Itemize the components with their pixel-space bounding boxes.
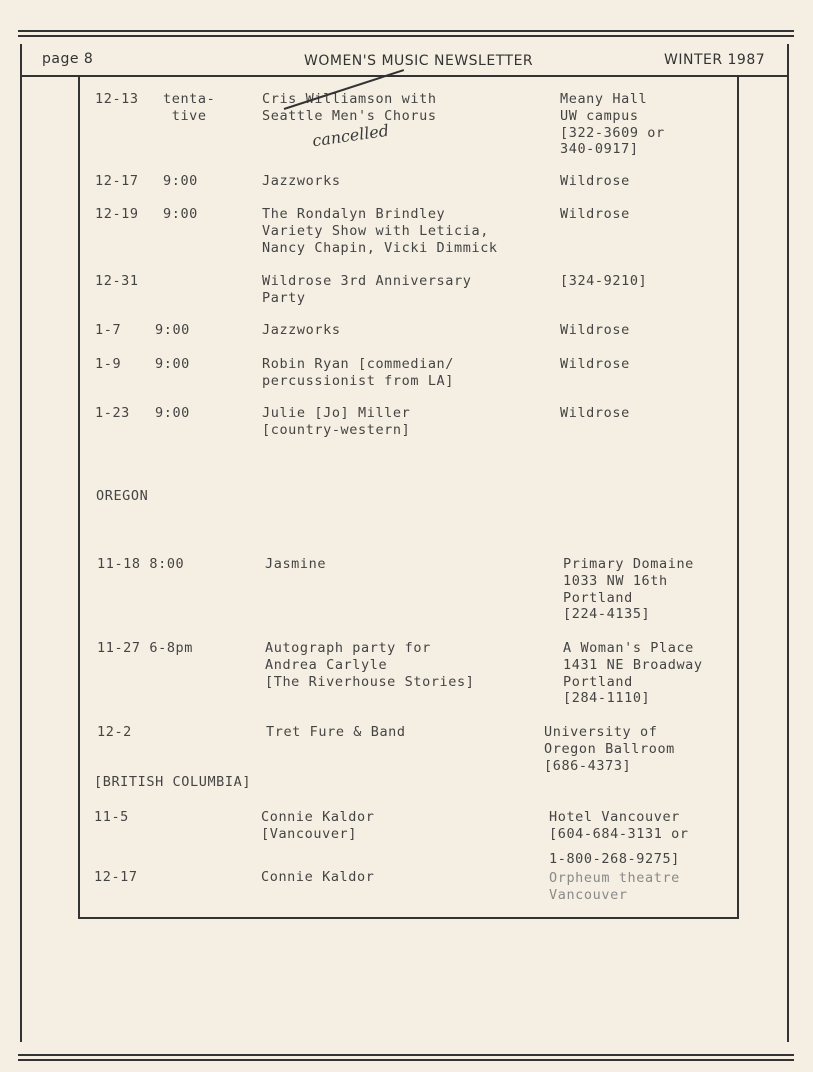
listing-venue: University of Oregon Ballroom [686-4373] bbox=[544, 724, 675, 774]
listing-event: Cris Williamson with Seattle Men's Chorus bbox=[262, 91, 437, 124]
listing-event: Jasmine bbox=[265, 556, 327, 572]
section-heading-oregon: OREGON bbox=[96, 488, 149, 504]
listing-venue: Wildrose bbox=[560, 322, 630, 338]
listing-box bbox=[78, 76, 739, 919]
listing-venue: Primary Domaine 1033 NW 16th Portland [224-4135] bbox=[563, 556, 694, 623]
page-number: page 8 bbox=[42, 51, 94, 67]
listing-venue: Wildrose bbox=[560, 173, 630, 189]
listing-event: Julie [Jo] Miller [country-western] bbox=[262, 405, 411, 438]
listing-event: Autograph party for Andrea Carlyle [The Riverhouse Stories] bbox=[265, 640, 475, 690]
listing-time: 9:00 bbox=[155, 405, 190, 421]
listing-venue: [324-9210] bbox=[560, 273, 648, 289]
listing-date: 12-17 bbox=[94, 869, 138, 885]
listing-time: 9:00 bbox=[155, 322, 190, 338]
listing-event: The Rondalyn Brindley Variety Show with Leticia, Nancy Chapin, Vicki Dimmick bbox=[262, 206, 498, 256]
listing-event: Jazzworks bbox=[262, 173, 341, 189]
listing-event: Tret Fure & Band bbox=[266, 724, 406, 740]
listing-date: 12-17 bbox=[95, 173, 139, 189]
listing-venue: Hotel Vancouver [604-684-3131 or bbox=[549, 809, 689, 842]
listing-venue: Wildrose bbox=[560, 405, 630, 421]
listing-event: Robin Ryan [commedian/ percussionist from LA] bbox=[262, 356, 455, 389]
listing-date: 1-23 bbox=[95, 405, 130, 421]
right-border bbox=[787, 44, 789, 1042]
listing-date: 12-2 bbox=[97, 724, 132, 740]
listing-date: 1-7 bbox=[95, 322, 122, 338]
listing-date: 12-31 bbox=[95, 273, 139, 289]
bottom-rule-1 bbox=[18, 1054, 794, 1056]
top-rule-2 bbox=[18, 35, 794, 37]
listing-date: 11-5 bbox=[94, 809, 129, 825]
listing-venue-continued: 1-800-268-9275] bbox=[549, 851, 680, 867]
listing-event: Connie Kaldor bbox=[261, 869, 375, 885]
top-rule-1 bbox=[18, 30, 794, 32]
listing-date: 11-27 6-8pm bbox=[97, 640, 194, 656]
listing-time: 9:00 bbox=[155, 356, 190, 372]
listing-time: 9:00 bbox=[163, 173, 198, 189]
listing-date: 12-19 bbox=[95, 206, 139, 222]
listing-event: Jazzworks bbox=[262, 322, 341, 338]
left-border bbox=[20, 44, 22, 1042]
bottom-rule-2 bbox=[18, 1059, 794, 1061]
listing-venue: Wildrose bbox=[560, 356, 630, 372]
newsletter-title: WOMEN'S MUSIC NEWSLETTER bbox=[304, 53, 534, 69]
listing-date: 1-9 bbox=[95, 356, 122, 372]
listing-event: Wildrose 3rd Anniversary Party bbox=[262, 273, 472, 306]
listing-time: tenta- tive bbox=[163, 91, 216, 124]
listing-time: 9:00 bbox=[163, 206, 198, 222]
listing-venue: Wildrose bbox=[560, 206, 630, 222]
listing-date: 12-13 bbox=[95, 91, 139, 107]
listing-date: 11-18 8:00 bbox=[97, 556, 185, 572]
listing-venue: Meany Hall UW campus [322-3609 or 340-0917] bbox=[560, 91, 665, 158]
issue-date: WINTER 1987 bbox=[664, 52, 766, 68]
listing-venue: Orpheum theatre Vancouver bbox=[549, 870, 680, 903]
handwritten-note: cancelled bbox=[311, 120, 391, 151]
section-heading-bc: [BRITISH COLUMBIA] bbox=[94, 774, 252, 790]
listing-venue: A Woman's Place 1431 NE Broadway Portland [284-1110] bbox=[563, 640, 703, 707]
listing-event: Connie Kaldor [Vancouver] bbox=[261, 809, 375, 842]
